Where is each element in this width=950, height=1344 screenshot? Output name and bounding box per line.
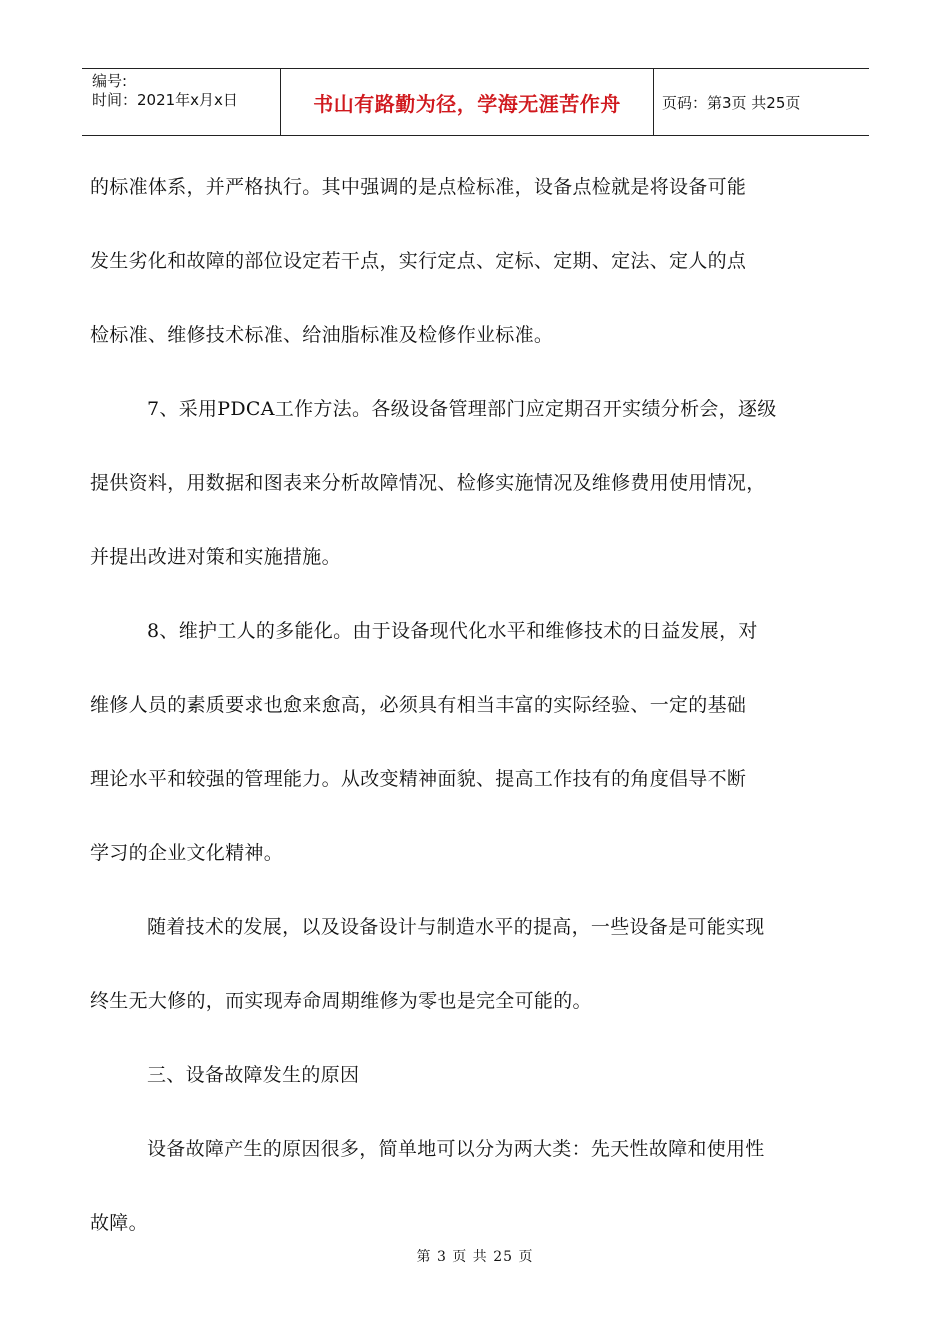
text-line: 检标准、维修技术标准、给油脂标准及检修作业标准。 (90, 324, 554, 346)
time-label: 时间：2021年x月x日 (92, 91, 238, 109)
paragraph-4 (90, 890, 860, 1038)
text-line: 故障。 (90, 1212, 148, 1234)
text-line: 提供资料，用数据和图表来分析故障情况、检修实施情况及维修费用使用情况， (90, 472, 766, 494)
text-line: 学习的企业文化精神。 (90, 842, 284, 864)
text-line: 设备故障产生的原因很多，简单地可以分为两大类：先天性故障和使用性 (147, 1138, 765, 1160)
page-header (82, 68, 869, 136)
paragraph-1 (90, 150, 860, 372)
text-line: 理论水平和较强的管理能力。从改变精神面貌、提高工作技有的角度倡导不断 (90, 768, 747, 790)
text-line: 发生劣化和故障的部位设定若干点，实行定点、定标、定期、定法、定人的点 (90, 250, 747, 272)
text-line: 随着技术的发展，以及设备设计与制造水平的提高，一些设备是可能实现 (147, 916, 765, 938)
paragraph-2 (90, 372, 860, 594)
header-meta (82, 69, 281, 135)
section-heading (90, 1038, 860, 1112)
number-label: 编号: (92, 72, 128, 90)
text-line: 并提出改进对策和实施措施。 (90, 546, 341, 568)
paragraph-3 (90, 594, 860, 890)
page-footer: 第 3 页 共 25 页 (416, 1249, 534, 1265)
text-line: 8、维护工人的多能化。由于设备现代化水平和维修技术的日益发展，对 (147, 620, 758, 642)
text-line: 7、采用PDCA工作方法。各级设备管理部门应定期召开实绩分析会，逐级 (147, 398, 777, 420)
header-page-info: 页码：第3页 共25页 (662, 93, 801, 112)
text-line: 终生无大修的，而实现寿命周期维修为零也是完全可能的。 (90, 990, 592, 1012)
text-line: 维修人员的素质要求也愈来愈高，必须具有相当丰富的实际经验、一定的基础 (90, 694, 747, 716)
text-line: 的标准体系，并严格执行。其中强调的是点检标准，设备点检就是将设备可能 (90, 176, 747, 198)
header-motto: 书山有路勤为径，学海无涯苦作舟 (281, 69, 654, 135)
paragraph-6 (90, 1112, 860, 1260)
document-body (90, 150, 860, 1260)
text-line: 三、设备故障发生的原因 (147, 1064, 360, 1086)
